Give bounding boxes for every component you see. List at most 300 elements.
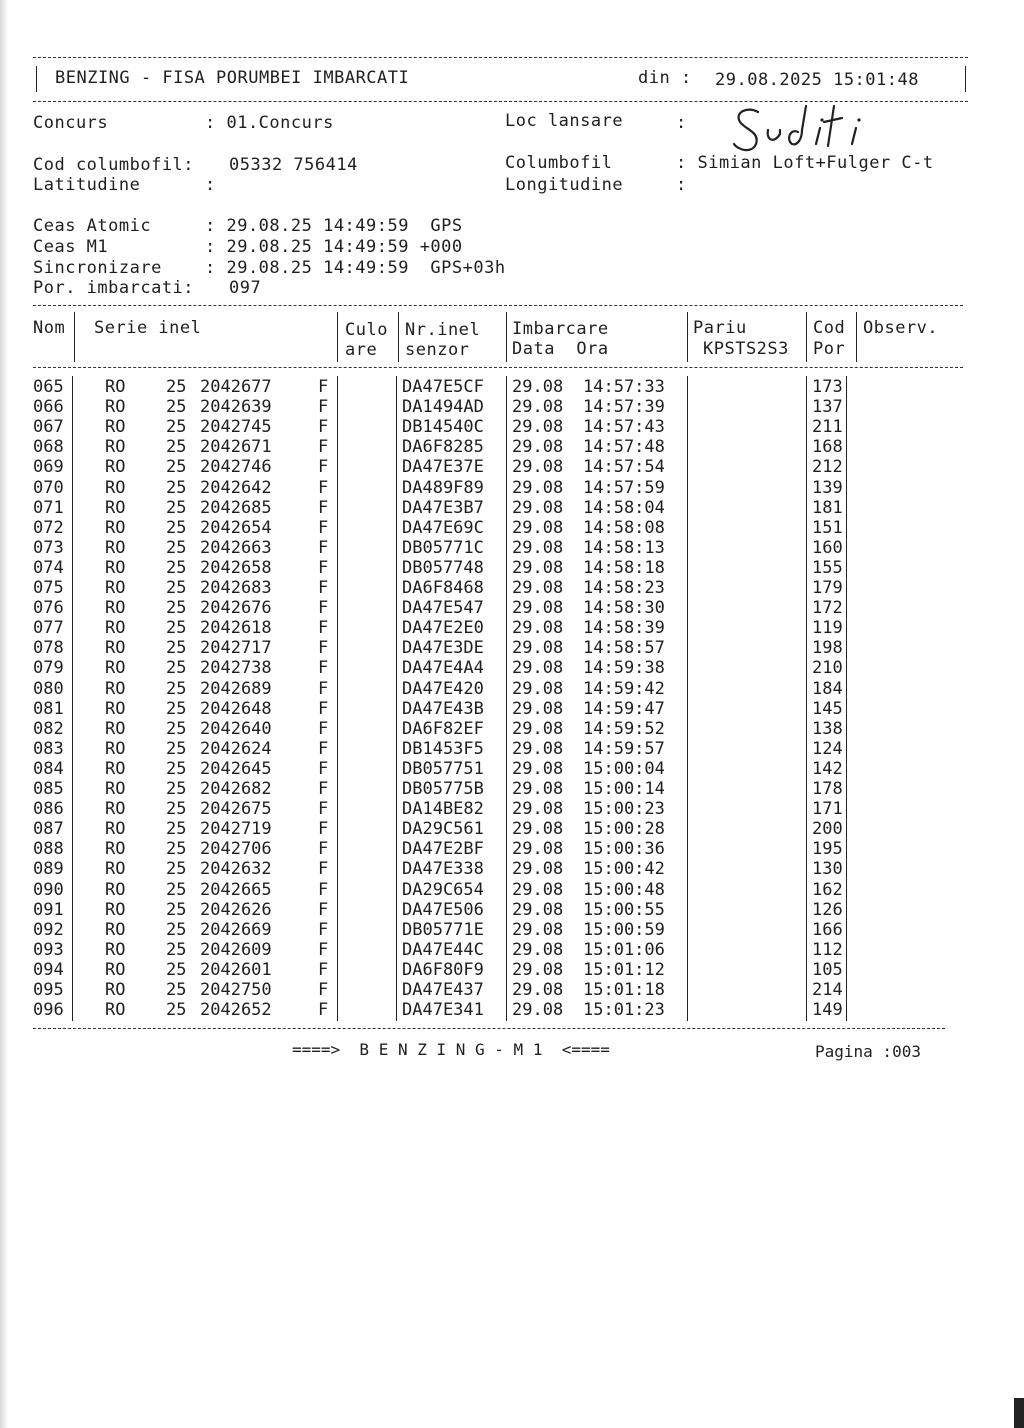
pigeon-sex: F xyxy=(318,477,329,498)
sensor-ring-id: DA47E2E0 xyxy=(402,618,484,639)
cod-por: 198 xyxy=(812,638,843,659)
embark-date: 29.08 xyxy=(512,859,564,880)
embark-date: 29.08 xyxy=(512,417,564,438)
ring-country: RO xyxy=(105,517,126,538)
embark-time: 14:58:39 xyxy=(583,618,665,639)
embark-date: 29.08 xyxy=(512,638,564,659)
cod-por: 184 xyxy=(812,678,843,699)
ring-year: 25 xyxy=(166,477,187,498)
pigeon-sex: F xyxy=(318,980,329,1000)
embark-date: 29.08 xyxy=(512,397,564,418)
table-row xyxy=(0,759,1024,779)
ring-number: 2042601 xyxy=(200,959,272,980)
embark-time: 14:58:57 xyxy=(583,638,665,659)
cod-por: 139 xyxy=(812,477,843,498)
ring-country: RO xyxy=(105,537,126,558)
ring-country: RO xyxy=(105,417,126,438)
sensor-ring-id: DA6F82EF xyxy=(402,718,484,739)
table-row xyxy=(0,558,1024,578)
header-left-bar xyxy=(36,66,37,92)
cod-por: 119 xyxy=(812,618,843,639)
embark-date: 29.08 xyxy=(512,497,564,518)
pigeon-sex: F xyxy=(318,779,329,799)
row-number: 091 xyxy=(33,899,64,920)
col-sep-nom xyxy=(74,312,75,362)
table-row xyxy=(0,940,1024,960)
embark-date: 29.08 xyxy=(512,899,564,920)
col-sep-cod xyxy=(856,312,857,362)
row-number: 096 xyxy=(33,1000,64,1021)
ring-year: 25 xyxy=(166,939,187,960)
row-number: 090 xyxy=(33,879,64,900)
embark-date: 29.08 xyxy=(512,598,564,619)
table-row xyxy=(0,839,1024,859)
ring-year: 25 xyxy=(166,497,187,518)
row-number: 089 xyxy=(33,859,64,880)
scan-corner-mark xyxy=(1014,1398,1024,1428)
loc-lansare-label: Loc lansare xyxy=(505,111,624,131)
ring-year: 25 xyxy=(166,517,187,538)
ring-number: 2042685 xyxy=(200,497,272,518)
col-sep-culoare xyxy=(398,312,399,362)
sensor-ring-id: DA47E37E xyxy=(402,457,484,478)
ring-year: 25 xyxy=(166,758,187,779)
row-number: 066 xyxy=(33,397,64,418)
pigeon-sex: F xyxy=(318,437,329,458)
sensor-ring-id: DA47E3DE xyxy=(402,638,484,659)
embark-time: 15:00:48 xyxy=(583,879,665,900)
header-nom: Nom xyxy=(33,318,66,338)
pigeon-sex: F xyxy=(318,859,329,880)
embark-time: 14:57:48 xyxy=(583,437,665,458)
header-culoare-2: are xyxy=(345,340,378,360)
ring-country: RO xyxy=(105,939,126,960)
pigeon-sex: F xyxy=(318,557,329,578)
columbofil-value: : Simian Loft+Fulger C-t xyxy=(676,153,934,173)
cod-por: 126 xyxy=(812,899,843,920)
cod-por: 138 xyxy=(812,718,843,739)
header-pariu-1: Pariu xyxy=(693,318,747,338)
sensor-ring-id: DA1494AD xyxy=(402,397,484,418)
pigeon-sex: F xyxy=(318,799,329,820)
ceas-m1-value: : 29.08.25 14:49:59 +000 xyxy=(205,237,463,257)
cod-por: 168 xyxy=(812,437,843,458)
cod-por: 171 xyxy=(812,799,843,820)
embark-date: 29.08 xyxy=(512,758,564,779)
embark-date: 29.08 xyxy=(512,578,564,598)
loc-lansare-colon: : xyxy=(676,113,687,133)
embark-date: 29.08 xyxy=(512,959,564,980)
table-row xyxy=(0,679,1024,699)
table-row xyxy=(0,900,1024,920)
sensor-ring-id: DA489F89 xyxy=(402,477,484,498)
header-serie-inel: Serie inel xyxy=(94,318,202,338)
row-number: 088 xyxy=(33,839,64,860)
row-number: 076 xyxy=(33,598,64,619)
cod-por: 195 xyxy=(812,839,843,860)
ring-country: RO xyxy=(105,839,126,860)
pigeon-sex: F xyxy=(318,417,329,438)
ring-country: RO xyxy=(105,919,126,940)
pigeon-sex: F xyxy=(318,578,329,598)
sensor-ring-id: DA29C561 xyxy=(402,819,484,840)
header-nrinel-2: senzor xyxy=(405,340,470,360)
ring-year: 25 xyxy=(166,819,187,840)
ring-country: RO xyxy=(105,859,126,880)
embark-date: 29.08 xyxy=(512,437,564,458)
ring-year: 25 xyxy=(166,738,187,759)
table-row xyxy=(0,437,1024,457)
embark-time: 14:58:13 xyxy=(583,537,665,558)
sensor-ring-id: DA47E69C xyxy=(402,517,484,538)
embark-time: 15:00:36 xyxy=(583,839,665,860)
concurs-label: Concurs xyxy=(33,113,109,133)
ring-country: RO xyxy=(105,598,126,619)
ring-year: 25 xyxy=(166,457,187,478)
ring-year: 25 xyxy=(166,417,187,438)
row-number: 068 xyxy=(33,437,64,458)
cod-por: 112 xyxy=(812,939,843,960)
header-cod-2: Por xyxy=(813,339,846,359)
sensor-ring-id: DB057748 xyxy=(402,557,484,578)
document-title: BENZING - FISA PORUMBEI IMBARCATI xyxy=(55,68,410,88)
ring-year: 25 xyxy=(166,799,187,820)
table-row xyxy=(0,880,1024,900)
embark-time: 14:59:47 xyxy=(583,698,665,719)
pigeon-sex: F xyxy=(318,457,329,478)
longitudine-label: Longitudine xyxy=(505,175,624,195)
pigeon-sex: F xyxy=(318,1000,329,1021)
cod-por: 172 xyxy=(812,598,843,619)
sensor-ring-id: DA14BE82 xyxy=(402,799,484,820)
cod-por: 211 xyxy=(812,417,843,438)
sincronizare-label: Sincronizare xyxy=(33,258,162,278)
embark-date: 29.08 xyxy=(512,819,564,840)
ring-country: RO xyxy=(105,477,126,498)
ring-country: RO xyxy=(105,799,126,820)
embark-date: 29.08 xyxy=(512,718,564,739)
ring-year: 25 xyxy=(166,698,187,719)
row-number: 081 xyxy=(33,698,64,719)
ring-number: 2042639 xyxy=(200,397,272,418)
embark-date: 29.08 xyxy=(512,537,564,558)
row-number: 073 xyxy=(33,537,64,558)
embark-time: 15:00:23 xyxy=(583,799,665,820)
ceas-atomic-label: Ceas Atomic xyxy=(33,216,152,236)
table-row xyxy=(0,699,1024,719)
table-row xyxy=(0,960,1024,980)
cod-por: 181 xyxy=(812,497,843,518)
cod-por: 137 xyxy=(812,397,843,418)
row-number: 070 xyxy=(33,477,64,498)
ring-country: RO xyxy=(105,779,126,799)
table-row xyxy=(0,980,1024,1000)
row-number: 094 xyxy=(33,959,64,980)
pigeon-sex: F xyxy=(318,879,329,900)
sensor-ring-id: DA6F8468 xyxy=(402,578,484,598)
row-number: 071 xyxy=(33,497,64,518)
embark-time: 14:58:18 xyxy=(583,557,665,578)
pigeon-sex: F xyxy=(318,517,329,538)
cod-por: 200 xyxy=(812,819,843,840)
embark-time: 15:01:23 xyxy=(583,1000,665,1021)
table-row xyxy=(0,498,1024,518)
row-number: 074 xyxy=(33,557,64,578)
longitudine-colon: : xyxy=(676,175,687,195)
cod-por: 173 xyxy=(812,377,843,397)
embark-time: 14:58:23 xyxy=(583,578,665,598)
ring-country: RO xyxy=(105,899,126,920)
header-right-bar xyxy=(965,66,966,92)
row-number: 082 xyxy=(33,718,64,739)
cod-por: 166 xyxy=(812,919,843,940)
sensor-ring-id: DA47E5CF xyxy=(402,377,484,397)
table-row xyxy=(0,457,1024,477)
embark-time: 14:58:04 xyxy=(583,497,665,518)
ring-number: 2042683 xyxy=(200,578,272,598)
sensor-ring-id: DA47E420 xyxy=(402,678,484,699)
embark-time: 15:00:55 xyxy=(583,899,665,920)
embark-time: 14:59:57 xyxy=(583,738,665,759)
ring-number: 2042671 xyxy=(200,437,272,458)
ring-number: 2042648 xyxy=(200,698,272,719)
row-number: 067 xyxy=(33,417,64,438)
embark-time: 15:00:14 xyxy=(583,779,665,799)
ring-number: 2042609 xyxy=(200,939,272,960)
cod-por: 179 xyxy=(812,578,843,598)
embark-date: 29.08 xyxy=(512,980,564,1000)
device-footer: ====> B E N Z I N G - M 1 <==== xyxy=(292,1040,610,1059)
ring-year: 25 xyxy=(166,959,187,980)
col-sep-pariu xyxy=(806,312,807,362)
ring-country: RO xyxy=(105,738,126,759)
din-datetime: 29.08.2025 15:01:48 xyxy=(715,70,919,90)
cod-por: 210 xyxy=(812,658,843,679)
row-number: 084 xyxy=(33,758,64,779)
sensor-ring-id: DA47E4A4 xyxy=(402,658,484,679)
ring-number: 2042676 xyxy=(200,598,272,619)
ceas-m1-label: Ceas M1 xyxy=(33,237,109,257)
embark-time: 15:00:04 xyxy=(583,758,665,779)
col-sep-nrinel xyxy=(506,312,507,362)
ring-country: RO xyxy=(105,437,126,458)
pigeon-sex: F xyxy=(318,899,329,920)
table-row xyxy=(0,638,1024,658)
ring-number: 2042618 xyxy=(200,618,272,639)
pigeon-sex: F xyxy=(318,738,329,759)
cod-por: 162 xyxy=(812,879,843,900)
table-header-top-border xyxy=(33,305,963,306)
embark-time: 14:57:59 xyxy=(583,477,665,498)
embark-date: 29.08 xyxy=(512,557,564,578)
cod-por: 151 xyxy=(812,517,843,538)
ring-number: 2042665 xyxy=(200,879,272,900)
embark-date: 29.08 xyxy=(512,879,564,900)
ring-year: 25 xyxy=(166,397,187,418)
embark-time: 15:00:42 xyxy=(583,859,665,880)
cod-por: 160 xyxy=(812,537,843,558)
ring-number: 2042663 xyxy=(200,537,272,558)
col-sep-serie xyxy=(337,312,338,362)
sensor-ring-id: DB1453F5 xyxy=(402,738,484,759)
table-row xyxy=(0,618,1024,638)
pigeon-sex: F xyxy=(318,698,329,719)
ring-year: 25 xyxy=(166,879,187,900)
ring-year: 25 xyxy=(166,899,187,920)
table-row xyxy=(0,859,1024,879)
pigeon-sex: F xyxy=(318,397,329,418)
cod-por: 105 xyxy=(812,959,843,980)
row-number: 078 xyxy=(33,638,64,659)
embark-date: 29.08 xyxy=(512,658,564,679)
ring-country: RO xyxy=(105,980,126,1000)
cod-columbofil-value: 05332 756414 xyxy=(229,155,358,175)
row-number: 083 xyxy=(33,738,64,759)
embark-date: 29.08 xyxy=(512,618,564,639)
ring-year: 25 xyxy=(166,859,187,880)
row-number: 080 xyxy=(33,678,64,699)
row-number: 075 xyxy=(33,578,64,598)
embark-time: 15:01:06 xyxy=(583,939,665,960)
ring-number: 2042682 xyxy=(200,779,272,799)
embark-date: 29.08 xyxy=(512,779,564,799)
ring-number: 2042717 xyxy=(200,638,272,659)
ring-country: RO xyxy=(105,959,126,980)
ring-year: 25 xyxy=(166,919,187,940)
ring-country: RO xyxy=(105,658,126,679)
latitudine-label: Latitudine xyxy=(33,175,141,195)
table-header-bottom-border xyxy=(33,367,963,368)
embark-date: 29.08 xyxy=(512,799,564,820)
sensor-ring-id: DA47E43B xyxy=(402,698,484,719)
pigeon-sex: F xyxy=(318,919,329,940)
ring-number: 2042632 xyxy=(200,859,272,880)
row-number: 093 xyxy=(33,939,64,960)
pigeon-sex: F xyxy=(318,959,329,980)
ring-number: 2042654 xyxy=(200,517,272,538)
ring-country: RO xyxy=(105,557,126,578)
ring-country: RO xyxy=(105,497,126,518)
pigeon-sex: F xyxy=(318,718,329,739)
table-row xyxy=(0,518,1024,538)
din-label: din : xyxy=(638,68,692,88)
cod-columbofil-label: Cod columbofil: xyxy=(33,155,195,175)
table-row xyxy=(0,538,1024,558)
ring-year: 25 xyxy=(166,980,187,1000)
ring-year: 25 xyxy=(166,598,187,619)
row-number: 095 xyxy=(33,980,64,1000)
pigeon-sex: F xyxy=(318,939,329,960)
embark-time: 15:00:28 xyxy=(583,819,665,840)
table-row xyxy=(0,377,1024,397)
row-number: 065 xyxy=(33,377,64,397)
embark-date: 29.08 xyxy=(512,457,564,478)
embark-time: 15:01:12 xyxy=(583,959,665,980)
ring-number: 2042645 xyxy=(200,758,272,779)
sensor-ring-id: DA6F8285 xyxy=(402,437,484,458)
embark-time: 14:57:54 xyxy=(583,457,665,478)
ring-number: 2042677 xyxy=(200,377,272,397)
embark-date: 29.08 xyxy=(512,839,564,860)
table-row xyxy=(0,658,1024,678)
row-number: 077 xyxy=(33,618,64,639)
ring-country: RO xyxy=(105,618,126,639)
embark-time: 14:58:30 xyxy=(583,598,665,619)
table-row xyxy=(0,598,1024,618)
sensor-ring-id: DB05771E xyxy=(402,919,484,940)
table-row xyxy=(0,779,1024,799)
header-imbarcare-2: Data Ora xyxy=(512,339,609,359)
sensor-ring-id: DA47E341 xyxy=(402,1000,484,1021)
ring-year: 25 xyxy=(166,437,187,458)
ring-country: RO xyxy=(105,879,126,900)
ring-number: 2042669 xyxy=(200,919,272,940)
ring-year: 25 xyxy=(166,618,187,639)
row-number: 087 xyxy=(33,819,64,840)
embark-date: 29.08 xyxy=(512,698,564,719)
ring-year: 25 xyxy=(166,1000,187,1021)
ring-year: 25 xyxy=(166,537,187,558)
table-row xyxy=(0,397,1024,417)
ring-year: 25 xyxy=(166,557,187,578)
sensor-ring-id: DB05771C xyxy=(402,537,484,558)
ring-year: 25 xyxy=(166,839,187,860)
table-row xyxy=(0,478,1024,498)
embark-date: 29.08 xyxy=(512,919,564,940)
ring-country: RO xyxy=(105,678,126,699)
embark-time: 14:58:08 xyxy=(583,517,665,538)
embark-time: 14:57:39 xyxy=(583,397,665,418)
cod-por: 145 xyxy=(812,698,843,719)
ring-country: RO xyxy=(105,1000,126,1021)
cod-por: 149 xyxy=(812,1000,843,1021)
handwritten-loc-lansare xyxy=(730,100,900,160)
sensor-ring-id: DA47E2BF xyxy=(402,839,484,860)
pigeon-sex: F xyxy=(318,758,329,779)
sensor-ring-id: DA47E437 xyxy=(402,980,484,1000)
latitudine-colon: : xyxy=(205,175,216,195)
cod-por: 130 xyxy=(812,859,843,880)
ring-number: 2042640 xyxy=(200,718,272,739)
cod-por: 142 xyxy=(812,758,843,779)
ring-number: 2042706 xyxy=(200,839,272,860)
table-row xyxy=(0,719,1024,739)
ring-number: 2042746 xyxy=(200,457,272,478)
por-imbarcati-label: Por. imbarcati: xyxy=(33,278,195,298)
ring-year: 25 xyxy=(166,678,187,699)
sensor-ring-id: DA29C654 xyxy=(402,879,484,900)
col-sep-imbarcare xyxy=(687,312,688,362)
ring-number: 2042675 xyxy=(200,799,272,820)
ring-number: 2042750 xyxy=(200,980,272,1000)
header-imbarcare-1: Imbarcare xyxy=(512,319,609,339)
header-nrinel-1: Nr.inel xyxy=(405,320,481,340)
ring-year: 25 xyxy=(166,658,187,679)
header-cod-1: Cod xyxy=(813,318,846,338)
cod-por: 124 xyxy=(812,738,843,759)
pigeon-sex: F xyxy=(318,598,329,619)
pigeon-sex: F xyxy=(318,839,329,860)
sincronizare-value: : 29.08.25 14:49:59 GPS+03h xyxy=(205,258,506,278)
sensor-ring-id: DB14540C xyxy=(402,417,484,438)
cod-por: 214 xyxy=(812,980,843,1000)
embark-time: 14:59:42 xyxy=(583,678,665,699)
ring-number: 2042738 xyxy=(200,658,272,679)
row-number: 092 xyxy=(33,919,64,940)
table-row xyxy=(0,920,1024,940)
embark-time: 15:01:18 xyxy=(583,980,665,1000)
sensor-ring-id: DA47E506 xyxy=(402,899,484,920)
